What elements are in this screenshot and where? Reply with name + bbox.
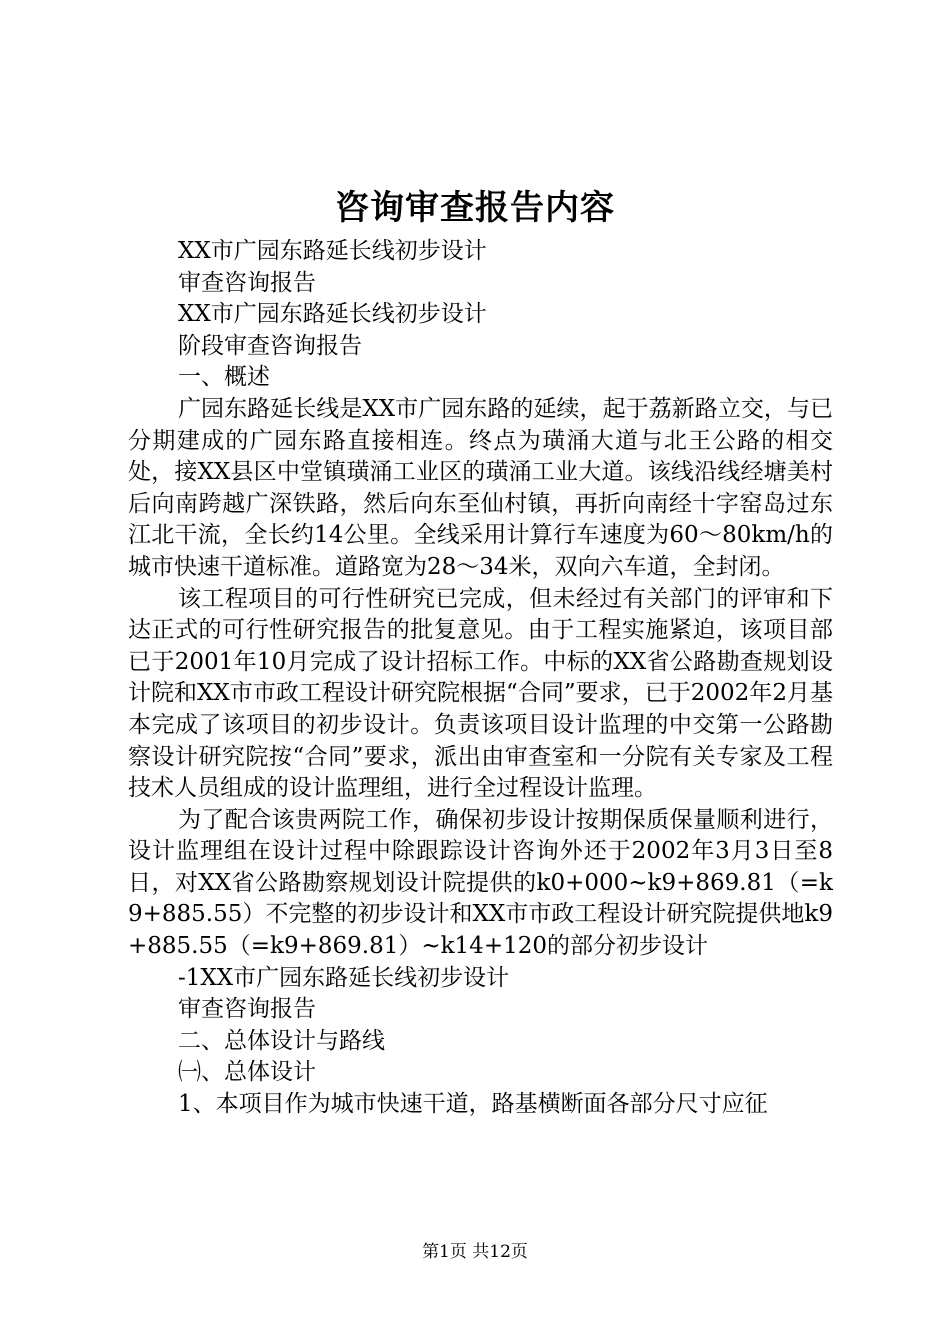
text-line: 审查咨询报告 [178,269,316,296]
text-line: 审查咨询报告 [178,996,316,1023]
paragraph: 广园东路延长线是XX市广园东路的延续，起于荔新路立交，与已分期建成的广园东路直接相连。终点为璜涌大道与北王公路的相交处，接XX县区中堂镇璜涌工业区的璜涌工业大道。该线沿线经塘美村后向南跨越广深铁路，然后向东至仙村镇，再折向南经十字窑岛过东江北干流，全长约14公里。全线采用计算行车速度为60～80km/h的城市快速干道标准。道路宽为28～34米，双向六车道，全封闭。 [128,395,833,580]
text-line: 阶段审查咨询报告 [178,332,362,359]
document-title: 咨询审查报告内容 [335,188,615,228]
text-line: XX市广园东路延长线初步设计 [178,238,487,264]
page-number-footer: 第1页 共12页 [422,1242,528,1262]
paragraph: 该工程项目的可行性研究已完成，但未经过有关部门的评审和下达正式的可行性研究报告的批复意见。由于工程实施紧迫，该项目部已于2001年10月完成了设计招标工作。中标的XX省公路勘查规划设计院和XX市市政工程设计研究院根据“合同”要求，已于2002年2月基本完成了该项目的初步设计。负责该项目设计监理的中交第一公路勘察设计研究院按“合同”要求，派出由审查室和一分院有关专家及工程技术人员组成的设计监理组，进行全过程设计监理。 [128,585,833,802]
paragraph: 为了配合该贵两院工作，确保初步设计按期保质保量顺利进行，设计监理组在设计过程中除跟踪设计咨询外还于2002年3月3日至8日，对XX省公路勘察规划设计院提供的k0+000~k9+869.81（=k9+885.55）不完整的初步设计和XX市市政工程设计研究院提供地k9+885.55（=k9+869.81）~k14+120的部分初步设计 [128,806,833,960]
text-line: -1XX市广园东路延长线初步设计 [178,964,510,991]
document-body [128,236,833,1121]
section-heading: 二、总体设计与路线 [178,1027,385,1054]
section-heading: 一、概述 [178,364,270,391]
text-line: XX市广园东路延长线初步设计 [178,301,487,328]
text-line: 1、本项目作为城市快速干道，路基横断面各部分尺寸应征 [178,1091,768,1118]
subsection-heading: ㈠、总体设计 [178,1059,316,1086]
